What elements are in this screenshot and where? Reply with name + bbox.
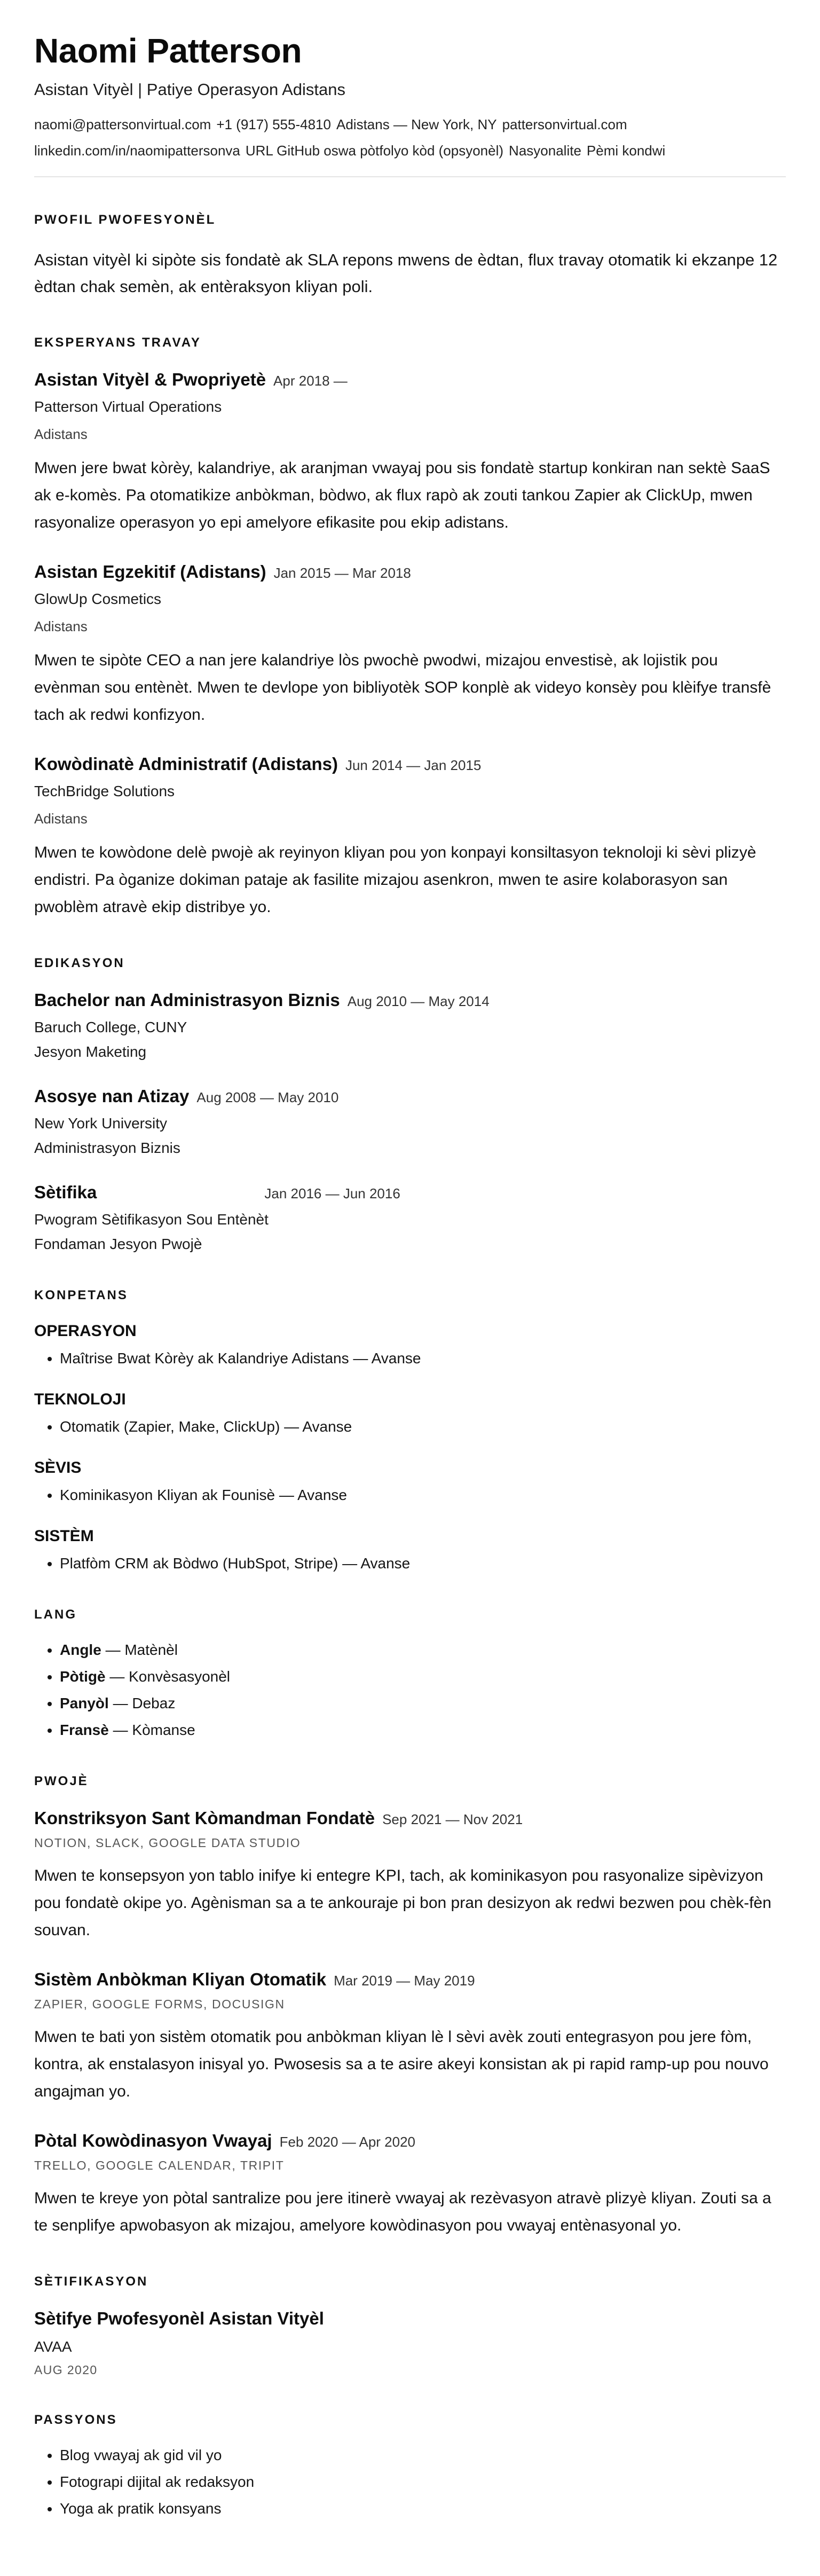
project-title: Pòtal Kowòdinasyon Vwayaj: [34, 2131, 272, 2151]
language-item: [60, 1695, 786, 1712]
job-location: Adistans: [34, 618, 88, 635]
job-description: Mwen te sipòte CEO a nan jere kalandriye lòs pwochè pwodwi, mizajou envestisè, ak lojistik pou evènman sou entènèt. Mwen te devlope yon bibliyotèk SOP konplè ak videyo konsèy pou klèifye transfè tach ak redwi konfizyon.: [34, 651, 771, 724]
skill-item: • Otomatik (Zapier, Make, ClickUp) — Avanse: [60, 1418, 786, 1435]
section-languages: [34, 1607, 786, 1739]
experience-title-row: [34, 370, 786, 390]
contact-email: naomi@pattersonvirtual.com: [34, 116, 211, 132]
language-name: Panyòl: [60, 1695, 109, 1712]
candidate-name: Naomi Patterson: [34, 32, 302, 70]
field-of-study: Administrasyon Biznis: [34, 1140, 180, 1157]
passion-item: • Fotograpi dijital ak redaksyon: [60, 2473, 786, 2491]
language-name: Angle: [60, 1642, 101, 1659]
education-dates: Aug 2008 — May 2010: [196, 1089, 339, 1106]
skill-category-name: OPERASYON: [34, 1322, 137, 1340]
skill-category: [34, 1322, 786, 1367]
skill-item: • Platfòm CRM ak Bòdwo (HubSpot, Stripe) — Avanse: [60, 1555, 786, 1572]
school-name: Baruch College, CUNY: [34, 1019, 187, 1036]
skill-category: [34, 1391, 786, 1435]
education-title-row: [34, 990, 786, 1010]
section-projects: [34, 1774, 786, 2239]
section-heading-projects: PWOJÈ: [34, 1774, 89, 1789]
job-description: Mwen jere bwat kòrèy, kalandriye, ak aranjman vwayaj pou sis fondatè startup konkiran nan sektè SaaS ak e-komès. Pa otomatikize anbòkman, bòdwo, ak flux rapò ak zouti tankou Zapier ak ClickUp, mwen rasyonalize operasyon yo epi amelyore efikasite pou ekip adistans.: [34, 459, 770, 532]
project-title: Konstriksyon Sant Kòmandman Fondatè: [34, 1808, 375, 1828]
section-education: [34, 956, 786, 1253]
skill-item: • Kominikasyon Kliyan ak Founisè — Avanse: [60, 1487, 786, 1504]
resume-header: [34, 31, 786, 177]
education-dates: Aug 2010 — May 2014: [347, 993, 490, 1010]
section-profile: [34, 213, 786, 300]
experience-entry: [34, 754, 786, 921]
school-name: New York University: [34, 1115, 167, 1132]
skill-category: [34, 1527, 786, 1572]
contact-row-secondary: [34, 143, 786, 159]
degree-title: Bachelor nan Administrasyon Biznis: [34, 990, 340, 1010]
contact-location: Adistans — New York, NY: [336, 116, 497, 132]
language-item: [60, 1668, 786, 1685]
project-entry: [34, 1808, 786, 1944]
section-heading-languages: LANG: [34, 1607, 77, 1622]
education-entry: [34, 1182, 786, 1253]
project-dates: Sep 2021 — Nov 2021: [382, 1811, 523, 1828]
field-of-study: Jesyon Maketing: [34, 1043, 147, 1061]
passion-list: [34, 2447, 786, 2517]
job-dates: Apr 2018 —: [273, 373, 348, 389]
job-dates: Jun 2014 — Jan 2015: [345, 757, 482, 774]
job-title: Asistan Vityèl & Pwopriyetè: [34, 370, 266, 390]
certification-entry: [34, 2308, 786, 2377]
contact-github-placeholder: URL GitHub oswa pòtfolyo kòd (opsyonèl): [245, 143, 504, 159]
skill-category-name: TEKNOLOJI: [34, 1391, 126, 1409]
degree-title: Sètifika: [34, 1182, 97, 1203]
section-heading-passions: PASSYONS: [34, 2413, 117, 2428]
certification-name: Sètifye Pwofesyonèl Asistan Vityèl: [34, 2308, 324, 2329]
candidate-job-title: Asistan Vityèl | Patiye Operasyon Adistans: [34, 80, 346, 99]
language-separator: —: [109, 1668, 125, 1685]
section-heading-skills: KONPETANS: [34, 1288, 128, 1303]
project-title-row: [34, 1969, 786, 1990]
skill-category-name: SÈVIS: [34, 1459, 82, 1477]
job-company: TechBridge Solutions: [34, 783, 175, 800]
education-entry: [34, 990, 786, 1061]
project-description: Mwen te konsepsyon yon tablo inifye ki entegre KPI, tach, ak kominikasyon pou rasyonalize sipèvizyon pou fondatè okipe yo. Agènisman sa a te ankouraje pi bon pran desizyon ak redwi bezwen pou chèk-fèn souvan.: [34, 1867, 771, 1939]
skill-list: [34, 1555, 786, 1572]
job-company: Patterson Virtual Operations: [34, 398, 222, 415]
skill-list: [34, 1350, 786, 1367]
language-list: [34, 1642, 786, 1739]
section-heading-profile: PWOFIL PWOFESYONÈL: [34, 213, 216, 227]
education-dates: Jan 2016 — Jun 2016: [264, 1185, 400, 1202]
section-passions: [34, 2413, 786, 2517]
passion-item: • Blog vwayaj ak gid vil yo: [60, 2447, 786, 2464]
language-level: Kòmanse: [132, 1722, 195, 1739]
job-title: Asistan Egzekitif (Adistans): [34, 562, 266, 582]
contact-phone: +1 (917) 555-4810: [216, 116, 331, 132]
job-description: Mwen te kowòdone delè pwojè ak reyinyon kliyan pou yon konpayi konsiltasyon teknoloji ki sèvi plizyè endistri. Pa òganize dokiman pataje ak fasilite mizajou asenkron, mwen te asire kolaborasyon san pwoblèm atravè ekip distribye yo.: [34, 844, 756, 916]
certification-issuer: AVAA: [34, 2338, 72, 2355]
passion-item: • Yoga ak pratik konsyans: [60, 2500, 786, 2517]
skill-category: [34, 1459, 786, 1504]
job-company: GlowUp Cosmetics: [34, 591, 162, 608]
project-entry: [34, 2131, 786, 2239]
education-title-row: [34, 1182, 786, 1203]
project-dates: Feb 2020 — Apr 2020: [279, 2134, 416, 2150]
language-name: Pòtigè: [60, 1668, 106, 1685]
school-name: Pwogram Sètifikasyon Sou Entènèt: [34, 1211, 269, 1228]
degree-title: Asosye nan Atizay: [34, 1086, 190, 1106]
profile-summary: Asistan vityèl ki sipòte sis fondatè ak SLA repons mwens de èdtan, flux travay otomatik ki ekzanpe 12 èdtan chak semèn, ak entèraksyon kliyan poli.: [34, 250, 778, 296]
job-title: Kowòdinatè Administratif (Adistans): [34, 754, 338, 774]
language-separator: —: [105, 1642, 121, 1659]
language-level: Debaz: [132, 1695, 176, 1712]
project-tools: TRELLO, GOOGLE CALENDAR, TRIPIT: [34, 2158, 285, 2173]
project-title-row: [34, 1808, 786, 1828]
contact-website: pattersonvirtual.com: [502, 116, 627, 132]
section-skills: [34, 1288, 786, 1572]
section-heading-experience: EKSPERYANS TRAVAY: [34, 335, 201, 350]
skill-item: • Maîtrise Bwat Kòrèy ak Kalandriye Adistans — Avanse: [60, 1350, 786, 1367]
header-divider: [34, 176, 786, 177]
skill-list: [34, 1418, 786, 1435]
project-description: Mwen te bati yon sistèm otomatik pou anbòkman kliyan lè l sèvi avèk zouti entegrasyon pou jere fòm, kontra, ak enstalasyon inisyal yo. Pwosesis sa a te asire akeyi konsistan ak pi rapid ramp-up pou nouvo angajman yo.: [34, 2028, 769, 2101]
section-heading-education: EDIKASYON: [34, 956, 125, 971]
section-experience: [34, 335, 786, 921]
experience-title-row: [34, 754, 786, 774]
job-dates: Jan 2015 — Mar 2018: [273, 565, 411, 582]
project-tools: ZAPIER, GOOGLE FORMS, DOCUSIGN: [34, 1997, 285, 2012]
section-heading-certifications: SÈTIFIKASYON: [34, 2274, 148, 2289]
skill-category-name: SISTÈM: [34, 1527, 94, 1545]
field-of-study: Fondaman Jesyon Pwojè: [34, 1236, 202, 1253]
contact-nationality-placeholder: Nasyonalite: [509, 143, 581, 159]
skill-list: [34, 1487, 786, 1504]
education-title-row: [34, 1086, 786, 1106]
language-separator: —: [113, 1722, 128, 1739]
experience-entry: [34, 370, 786, 536]
project-dates: Mar 2019 — May 2019: [334, 1973, 475, 1989]
language-level: Matènèl: [124, 1642, 178, 1659]
contact-driving-license-placeholder: Pèmi kondwi: [586, 143, 666, 159]
job-location: Adistans: [34, 811, 88, 827]
language-separator: —: [113, 1695, 128, 1712]
section-certifications: [34, 2274, 786, 2377]
project-entry: [34, 1969, 786, 2105]
language-name: Fransè: [60, 1722, 109, 1739]
language-item: [60, 1722, 786, 1739]
language-item: [60, 1642, 786, 1659]
contact-row-primary: [34, 116, 786, 133]
certification-date: AUG 2020: [34, 2363, 98, 2377]
project-title: Sistèm Anbòkman Kliyan Otomatik: [34, 1969, 327, 1990]
experience-entry: [34, 562, 786, 728]
job-location: Adistans: [34, 426, 88, 443]
language-level: Konvèsasyonèl: [129, 1668, 231, 1685]
education-entry: [34, 1086, 786, 1157]
contact-linkedin: linkedin.com/in/naomipattersonva: [34, 143, 240, 159]
project-tools: NOTION, SLACK, GOOGLE DATA STUDIO: [34, 1836, 301, 1850]
experience-title-row: [34, 562, 786, 582]
project-title-row: [34, 2131, 786, 2151]
project-description: Mwen te kreye yon pòtal santralize pou jere itinerè vwayaj ak rezèvasyon atravè plizyè kliyan. Zouti sa a te senplifye apwobasyon ak mizajou, amelyore kowòdinasyon pou vwayaj entènasyonal yo.: [34, 2189, 771, 2235]
